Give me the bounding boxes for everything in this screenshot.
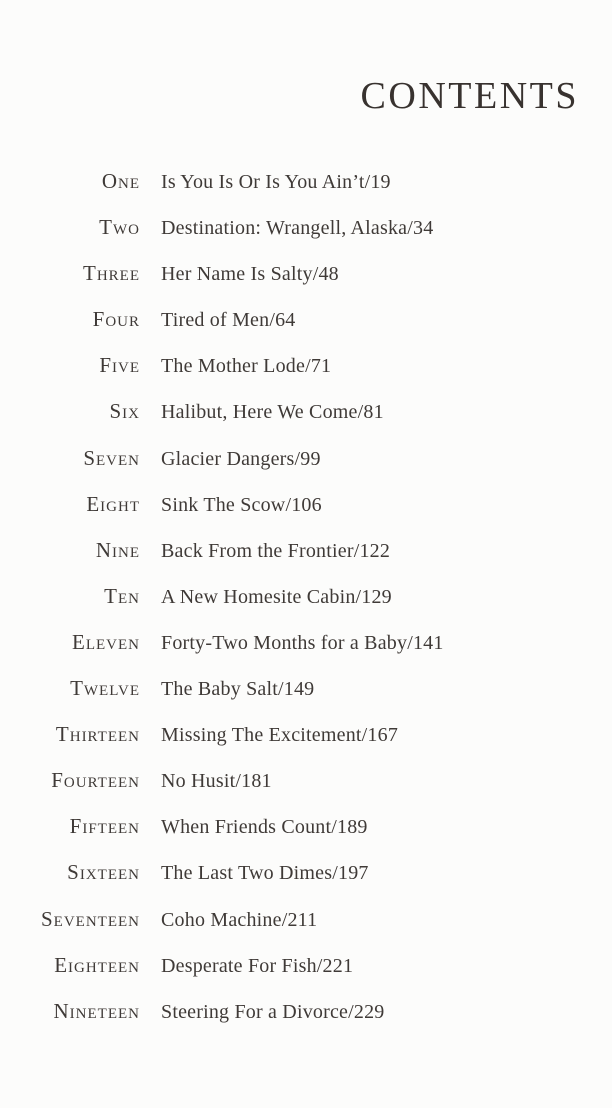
toc-entry <box>0 250 612 296</box>
chapter-number: Ten <box>104 583 140 608</box>
chapter-title-and-page: Tired of Men/64 <box>161 309 296 332</box>
toc-entry <box>0 988 612 1034</box>
chapter-number: Eighteen <box>54 952 140 977</box>
chapter-title-and-page: Back From the Frontier/122 <box>161 539 391 562</box>
chapter-title-and-page: Her Name Is Salty/48 <box>161 263 339 286</box>
page-title: CONTENTS <box>360 75 579 117</box>
chapter-number: Seven <box>83 445 140 470</box>
chapter-title-and-page: The Last Two Dimes/197 <box>161 862 369 885</box>
toc-entry <box>0 388 612 434</box>
toc-entry <box>0 527 612 573</box>
chapter-title-and-page: The Mother Lode/71 <box>161 355 332 378</box>
chapter-number: Two <box>99 215 140 240</box>
chapter-number: Fifteen <box>69 814 140 839</box>
chapter-title-and-page: A New Homesite Cabin/129 <box>161 585 392 608</box>
toc-entry <box>0 757 612 803</box>
chapter-title-and-page: Steering For a Divorce/229 <box>161 1000 385 1023</box>
toc-entry <box>0 158 612 204</box>
chapter-title-and-page: Desperate For Fish/221 <box>161 954 354 977</box>
toc-list <box>0 158 612 1034</box>
chapter-title-and-page: When Friends Count/189 <box>161 816 368 839</box>
toc-entry <box>0 204 612 250</box>
chapter-title-and-page: Glacier Dangers/99 <box>161 447 321 470</box>
chapter-number: Sixteen <box>67 860 140 885</box>
toc-entry <box>0 573 612 619</box>
toc-entry <box>0 803 612 849</box>
chapter-number: Four <box>92 307 140 332</box>
toc-entry <box>0 481 612 527</box>
toc-entry <box>0 435 612 481</box>
chapter-title-and-page: The Baby Salt/149 <box>161 678 315 701</box>
chapter-title-and-page: Halibut, Here We Come/81 <box>161 401 384 424</box>
chapter-title-and-page: Coho Machine/211 <box>161 908 318 931</box>
chapter-number: One <box>101 169 140 193</box>
chapter-title-and-page: Destination: Wrangell, Alaska/34 <box>161 217 434 240</box>
chapter-title-and-page: Sink The Scow/106 <box>161 493 322 516</box>
chapter-number: Eight <box>86 491 140 516</box>
chapter-number: Eleven <box>72 629 140 654</box>
toc-entry <box>0 296 612 342</box>
chapter-number: Fourteen <box>51 768 140 793</box>
chapter-number: Nine <box>95 537 140 562</box>
chapter-number: Thirteen <box>55 722 140 747</box>
chapter-number: Seventeen <box>41 906 140 931</box>
chapter-number: Nineteen <box>53 998 140 1023</box>
toc-entry <box>0 942 612 988</box>
chapter-number: Six <box>109 399 140 424</box>
toc-entry <box>0 711 612 757</box>
toc-entry <box>0 896 612 942</box>
toc-entry <box>0 342 612 388</box>
toc-entry <box>0 665 612 711</box>
toc-entry <box>0 619 612 665</box>
toc-entry <box>0 849 612 895</box>
chapter-title-and-page: Is You Is Or Is You Ain’t/19 <box>161 171 391 193</box>
chapter-number: Twelve <box>70 676 140 701</box>
chapter-number: Five <box>99 353 140 378</box>
chapter-title-and-page: No Husit/181 <box>161 770 272 793</box>
chapter-number: Three <box>83 261 140 286</box>
chapter-title-and-page: Forty-Two Months for a Baby/141 <box>161 631 444 654</box>
chapter-title-and-page: Missing The Excitement/167 <box>161 724 399 747</box>
